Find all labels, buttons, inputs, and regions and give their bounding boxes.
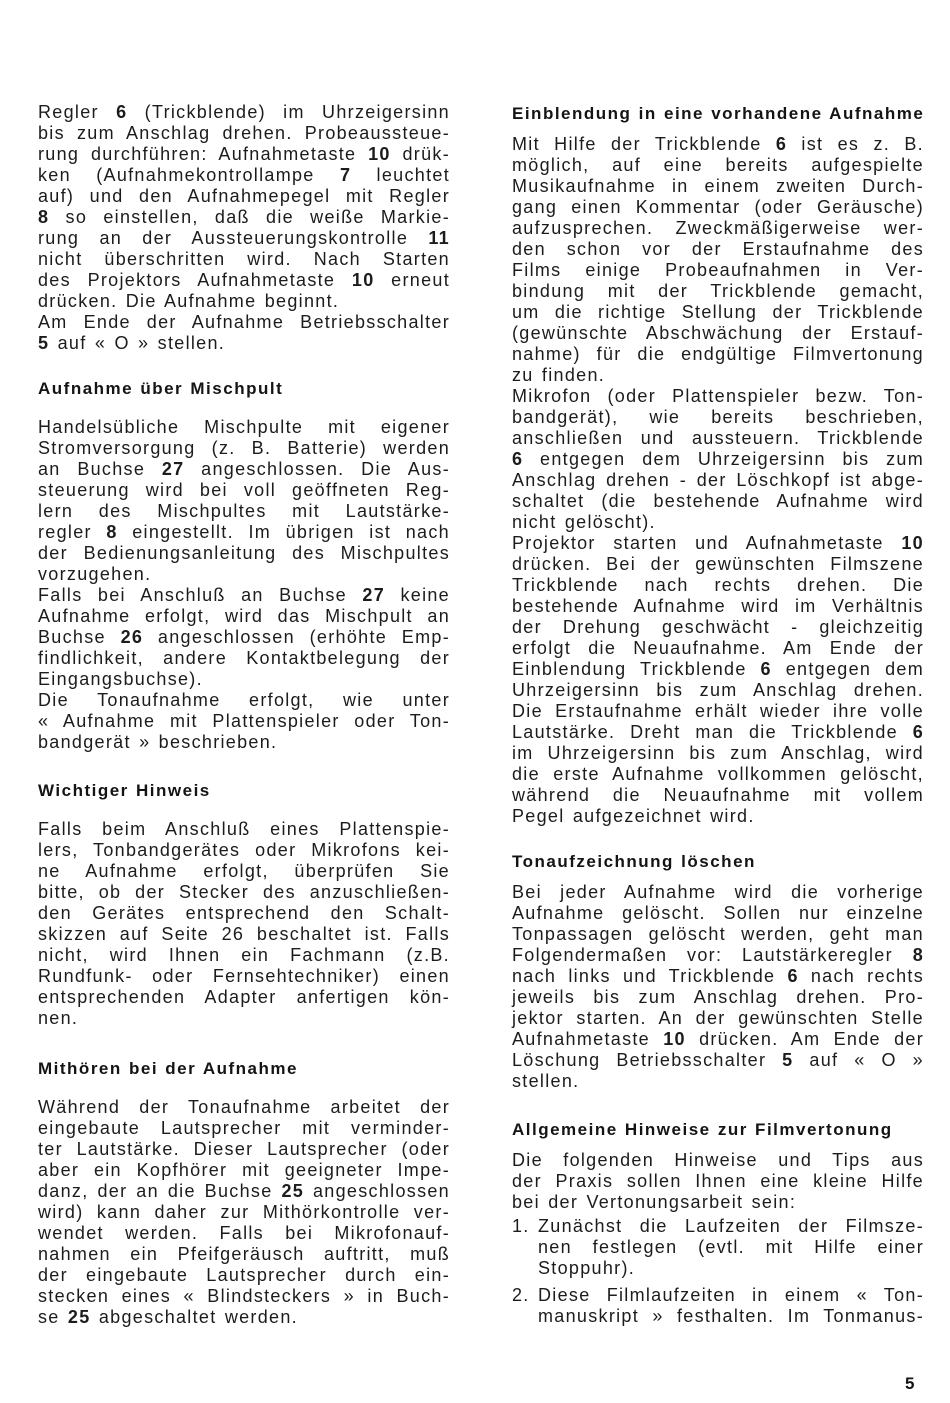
- text-run: angeschlossen (erhöhte Emp-: [143, 626, 450, 647]
- text-line: aufzusprechen. Zweckmäßigerweise wer-: [512, 217, 924, 238]
- text-line: [512, 659, 924, 680]
- text-line: [38, 522, 450, 543]
- text-line: den Gerätes entsprechend den Schalt-: [38, 902, 450, 923]
- text-line: [512, 1029, 924, 1050]
- paragraph: [512, 533, 924, 827]
- text-line: Tonpassagen gelöscht werden, geht man: [512, 923, 924, 944]
- text-line: Musikaufnahme in einem zweiten Durch-: [512, 175, 924, 196]
- text-line: skizzen auf Seite 26 beschaltet ist. Falls: [38, 923, 450, 944]
- text-run: entgegen dem Uhrzeigersinn bis zum: [523, 448, 924, 469]
- text-line: Stoppuhr).: [538, 1257, 636, 1278]
- text-run: Buchse: [38, 626, 121, 647]
- section-heading: Tonaufzeichnung löschen: [512, 851, 756, 871]
- text-run: Lautstärke. Dreht man die Trickblende: [512, 721, 913, 742]
- reference-number: 6: [512, 448, 524, 469]
- text-line: [512, 1050, 924, 1071]
- text-line: bandgerät » beschrieben.: [38, 731, 278, 752]
- text-line: den schon vor der Erstaufnahme des: [512, 238, 924, 259]
- text-line: bindung mit der Trickblende gemacht,: [512, 280, 924, 301]
- text-line: auf) und den Aufnahmepegel mit Regler: [38, 185, 450, 206]
- text-run: Projektor starten und Aufnahmetaste: [512, 532, 902, 553]
- text-line: [512, 966, 924, 987]
- text-run: auf « O »: [793, 1049, 924, 1070]
- text-line: eingebaute Lautsprecher mit verminder-: [38, 1117, 450, 1138]
- reference-number: 6: [787, 965, 799, 986]
- text-run: abgeschaltet werden.: [90, 1306, 298, 1327]
- reference-number: 7: [339, 164, 352, 185]
- reference-number: 27: [161, 458, 185, 479]
- section-heading: Wichtiger Hinweis: [38, 780, 211, 800]
- text-run: entgegen dem: [771, 658, 924, 679]
- reference-number: 26: [120, 626, 144, 647]
- text-line: Stromversorgung (z. B. Batterie) werden: [38, 437, 450, 458]
- text-line: drücken. Bei der gewünschten Filmszene: [512, 553, 924, 574]
- text-run: Einblendung Trickblende: [512, 658, 761, 679]
- text-run: Regler: [38, 101, 117, 122]
- list-item: [512, 1285, 924, 1327]
- text-line: [512, 449, 924, 470]
- text-line: Die Tonaufnahme erfolgt, wie unter: [38, 689, 450, 710]
- text-run: ist es z. B.: [787, 133, 924, 154]
- text-line: [512, 945, 924, 966]
- left-column: [38, 102, 450, 1328]
- text-run: (Trickblende) im Uhrzeigersinn: [127, 101, 450, 122]
- text-line: nicht, wird Ihnen ein Fachmann (z.B.: [38, 944, 450, 965]
- text-run: nach rechts: [798, 965, 924, 986]
- text-line: Aufnahme gelöscht. Sollen nur einzelne: [512, 902, 924, 923]
- text-line: Trickblende nach rechts drehen. Die: [512, 574, 924, 595]
- paragraph: [512, 134, 924, 386]
- text-line: [512, 134, 924, 155]
- text-line: nen festlegen (evtl. mit Hilfe einer: [538, 1236, 924, 1257]
- text-line: [38, 585, 450, 606]
- text-line: der Drehung geschwächt - gleichzeitig: [512, 616, 924, 637]
- text-line: schaltet (die bestehende Aufnahme wird: [512, 490, 924, 511]
- text-run: rung durchführen: Aufnahmetaste: [38, 143, 369, 164]
- reference-number: 10: [368, 143, 391, 164]
- text-line: [38, 459, 450, 480]
- text-run: drücken. Am Ende der: [685, 1028, 924, 1049]
- section-heading: Allgemeine Hinweise zur Filmvertonung: [512, 1119, 893, 1139]
- text-run: ken (Aufnahmekontrollampe: [38, 164, 340, 185]
- paragraph: [38, 819, 450, 1029]
- text-line: gang einen Kommentar (oder Geräusche): [512, 196, 924, 217]
- text-line: stellen.: [512, 1070, 580, 1091]
- text-line: im Uhrzeigersinn bis zum Anschlag, wird: [512, 742, 924, 763]
- text-line: aber ein Kopfhörer mit geeigneter Impe-: [38, 1159, 450, 1180]
- text-line: nahmen ein Pfeifgeräusch auftritt, muß: [38, 1243, 450, 1264]
- text-line: der Praxis sollen Ihnen eine kleine Hilfe: [512, 1170, 924, 1191]
- text-line: bis zum Anschlag drehen. Probeaussteue-: [38, 122, 450, 143]
- text-line: Anschlag drehen - der Löschkopf ist abge-: [512, 469, 924, 490]
- text-line: der eingebaute Lautsprecher durch ein-: [38, 1264, 450, 1285]
- text-line: Eingangsbuchse).: [38, 668, 203, 689]
- text-section: [38, 102, 450, 354]
- reference-number: 10: [351, 269, 375, 290]
- text-line: Pegel aufgezeichnet wird.: [512, 805, 755, 826]
- page-number: 5: [905, 1374, 915, 1393]
- text-line: Rundfunk- oder Fernsehtechniker) einen: [38, 965, 450, 986]
- text-section: [38, 1058, 450, 1328]
- paragraph: [38, 585, 450, 690]
- text-line: Mikrofon (oder Plattenspieler bezw. Ton-: [512, 385, 924, 406]
- text-line: findlichkeit, andere Kontaktbelegung der: [38, 647, 450, 668]
- text-line: [38, 228, 450, 249]
- paragraph: [512, 1150, 924, 1213]
- text-line: Bei jeder Aufnahme wird die vorherige: [512, 881, 924, 902]
- text-run: an Buchse: [38, 458, 162, 479]
- text-line: um die richtige Stellung der Trickblende: [512, 301, 924, 322]
- text-line: [38, 333, 450, 354]
- text-line: Die Erstaufnahme erhält wieder ihre volle: [512, 700, 924, 721]
- text-run: Falls bei Anschluß an Buchse: [38, 584, 363, 605]
- text-line: die erste Aufnahme vollkommen gelöscht,: [512, 763, 924, 784]
- paragraph: [38, 690, 450, 753]
- paragraph: [38, 417, 450, 585]
- text-run: Löschung Betriebsschalter: [512, 1049, 783, 1070]
- text-run: auf « O » stellen.: [49, 332, 226, 353]
- reference-number: 25: [67, 1306, 91, 1327]
- text-line: Films einige Probeaufnahmen in Ver-: [512, 259, 924, 280]
- text-line: lers, Tonbandgerätes oder Mikrofons kei-: [38, 839, 450, 860]
- section-heading: Aufnahme über Mischpult: [38, 378, 284, 398]
- reference-number: 8: [106, 521, 118, 542]
- text-run: keine: [385, 584, 450, 605]
- section-heading: Mithören bei der Aufnahme: [38, 1058, 298, 1078]
- text-line: [38, 627, 450, 648]
- text-line: vorzugehen.: [38, 563, 152, 584]
- text-line: Handelsübliche Mischpulte mit eigener: [38, 416, 450, 437]
- reference-number: 6: [760, 658, 772, 679]
- reference-number: 6: [912, 721, 924, 742]
- text-line: wird) kann daher zur Mithörkontrolle ver-: [38, 1201, 450, 1222]
- reference-number: 8: [38, 206, 50, 227]
- text-line: Aufnahme erfolgt, wird das Mischpult an: [38, 605, 450, 626]
- text-line: jeweils bis zum Anschlag drehen. Pro-: [512, 986, 924, 1007]
- text-run: so einstellen, daß die weiße Markie-: [49, 206, 450, 227]
- right-column: [512, 103, 924, 1327]
- text-run: Mit Hilfe der Trickblende: [512, 133, 776, 154]
- list-marker: 1.: [512, 1215, 530, 1236]
- text-line: ne Aufnahme erfolgt, überprüfen Sie: [38, 860, 450, 881]
- reference-number: 6: [116, 101, 128, 122]
- text-section: [512, 103, 924, 827]
- text-line: anschließen und aussteuern. Trickblende: [512, 427, 924, 448]
- text-line: (gewünschte Abschwächung der Erstauf-: [512, 322, 924, 343]
- text-run: Aufnahmetaste: [512, 1028, 664, 1049]
- text-section: [38, 780, 450, 1029]
- text-section: [512, 851, 924, 1092]
- text-line: während die Neuaufnahme mit vollem: [512, 784, 924, 805]
- list-item: [512, 1216, 924, 1279]
- text-line: nahme) für die endgültige Filmvertonung: [512, 343, 924, 364]
- paragraph: [512, 386, 924, 533]
- text-run: regler: [38, 521, 107, 542]
- text-run: leuchtet: [351, 164, 450, 185]
- text-line: Die folgenden Hinweise und Tips aus: [512, 1149, 924, 1170]
- text-run: eingestellt. Im übrigen ist nach: [117, 521, 450, 542]
- text-line: [512, 533, 924, 554]
- text-line: « Aufnahme mit Plattenspieler oder Ton-: [38, 710, 450, 731]
- text-line: nicht gelöscht).: [512, 511, 656, 532]
- text-line: möglich, auf eine bereits aufgespielte: [512, 154, 924, 175]
- text-line: Während der Tonaufnahme arbeitet der: [38, 1096, 450, 1117]
- text-line: lern des Mischpultes mit Lautstärke-: [38, 500, 450, 521]
- reference-number: 10: [901, 532, 924, 553]
- section-heading: Einblendung in eine vorhandene Aufnahme: [512, 103, 925, 123]
- text-line: bestehende Aufnahme wird im Verhältnis: [512, 595, 924, 616]
- text-run: angeschlossen. Die Aus-: [184, 458, 450, 479]
- text-line: entsprechenden Adapter anfertigen kön-: [38, 986, 450, 1007]
- text-line: bitte, ob der Stecker des anzuschließen-: [38, 881, 450, 902]
- list-item-text: [538, 1216, 924, 1279]
- text-section: [512, 1119, 924, 1327]
- text-run: Folgendermaßen vor: Lautstärkeregler: [512, 944, 913, 965]
- text-run: se: [38, 1306, 68, 1327]
- text-line: nen.: [38, 1007, 79, 1028]
- text-line: nicht überschritten wird. Nach Starten: [38, 248, 450, 269]
- text-run: des Projektors Aufnahmetaste: [38, 269, 352, 290]
- text-run: drük-: [390, 143, 451, 164]
- text-line: [38, 165, 450, 186]
- text-run: angeschlossen: [304, 1180, 450, 1201]
- text-line: [38, 102, 450, 123]
- reference-number: 27: [362, 584, 386, 605]
- paragraph: [38, 102, 450, 312]
- reference-number: 5: [38, 332, 50, 353]
- text-line: [38, 1181, 450, 1202]
- list-item-text: [538, 1285, 924, 1327]
- text-line: Zunächst die Laufzeiten der Filmsze-: [538, 1215, 924, 1236]
- reference-number: 5: [782, 1049, 794, 1070]
- text-line: [38, 270, 450, 291]
- text-line: bei der Vertonungsarbeit sein:: [512, 1191, 797, 1212]
- reference-number: 11: [428, 227, 450, 248]
- reference-number: 25: [281, 1180, 305, 1201]
- text-run: rung an der Aussteuerungskontrolle: [38, 227, 429, 248]
- text-line: Diese Filmlaufzeiten in einem « Ton-: [538, 1284, 924, 1305]
- list-marker: 2.: [512, 1284, 530, 1305]
- text-line: [38, 207, 450, 228]
- text-section: [38, 378, 450, 753]
- text-run: nach links und Trickblende: [512, 965, 788, 986]
- text-line: wendet werden. Falls bei Mikrofonauf-: [38, 1222, 450, 1243]
- reference-number: 10: [663, 1028, 686, 1049]
- numbered-list: [512, 1216, 924, 1327]
- text-line: Falls beim Anschluß eines Plattenspie-: [38, 818, 450, 839]
- text-line: bandgerät), wie bereits beschrieben,: [512, 406, 924, 427]
- text-line: ter Lautstärke. Dieser Lautsprecher (oder: [38, 1138, 450, 1159]
- text-line: der Bedienungsanleitung des Mischpultes: [38, 542, 450, 563]
- paragraph: [38, 312, 450, 354]
- reference-number: 6: [775, 133, 788, 154]
- text-line: [512, 722, 924, 743]
- text-line: [38, 1307, 450, 1328]
- text-line: erfolgt die Neuaufnahme. Am Ende der: [512, 637, 924, 658]
- text-line: steuerung wird bei voll geöffneten Reg-: [38, 479, 450, 500]
- text-line: zu finden.: [512, 364, 606, 385]
- paragraph: [512, 882, 924, 1092]
- paragraph: [38, 1097, 450, 1328]
- text-line: manuskript » festhalten. Im Tonmanus-: [538, 1305, 924, 1326]
- text-line: drücken. Die Aufnahme beginnt.: [38, 290, 340, 311]
- text-line: Uhrzeigersinn bis zum Anschlag drehen.: [512, 679, 924, 700]
- text-line: Am Ende der Aufnahme Betriebsschalter: [38, 311, 450, 332]
- text-line: jektor starten. An der gewünschten Stelle: [512, 1007, 924, 1028]
- text-run: danz, der an die Buchse: [38, 1180, 282, 1201]
- reference-number: 8: [912, 944, 924, 965]
- text-run: erneut: [374, 269, 451, 290]
- text-line: [38, 144, 450, 165]
- text-line: stecken eines « Blindsteckers » in Buch-: [38, 1285, 450, 1306]
